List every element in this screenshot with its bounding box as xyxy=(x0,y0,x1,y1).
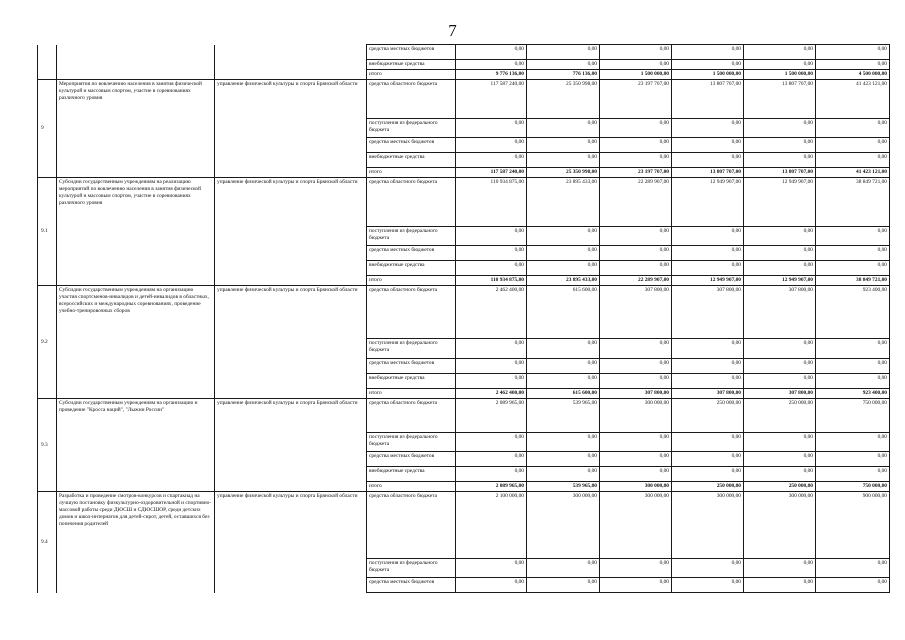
item-description: Разработка и проведение смотров-конкурсов и спартакиад на лучшую постановку физкультурно-оздоровительной и спортивно-массовой работы среди ДЮСШ и СДЮСШОР, среди детских домов и школ-интернатов для детей-сирот, детей, оставшихся без попечения родителей xyxy=(57,492,215,593)
item-number: 9.1 xyxy=(38,178,57,286)
amount-cell: 0,00 xyxy=(744,138,816,153)
amount-cell: 750 000,00 xyxy=(816,482,890,492)
amount-cell: 923 400,00 xyxy=(816,286,890,339)
amount-cell: 300 000,00 xyxy=(600,399,672,433)
amount-cell: 0,00 xyxy=(456,359,527,374)
item-description xyxy=(57,45,215,80)
amount-cell: 0,00 xyxy=(600,227,672,246)
amount-cell: 0,00 xyxy=(816,433,890,452)
amount-cell: 0,00 xyxy=(527,359,600,374)
item-number xyxy=(38,45,57,80)
amount-cell: 0,00 xyxy=(816,227,890,246)
amount-cell: 539 965,00 xyxy=(527,399,600,433)
amount-cell: 0,00 xyxy=(527,433,600,452)
funding-source: поступления из федерального бюджета xyxy=(367,559,456,578)
amount-cell: 0,00 xyxy=(527,339,600,359)
funding-source: средства областного бюджета xyxy=(367,178,456,227)
funding-source: итого xyxy=(367,389,456,399)
budget-table xyxy=(37,44,890,593)
amount-cell: 9 776 136,00 xyxy=(456,70,527,80)
amount-cell: 0,00 xyxy=(527,261,600,276)
amount-cell: 2 462 400,00 xyxy=(456,389,527,399)
amount-cell: 0,00 xyxy=(816,261,890,276)
amount-cell: 0,00 xyxy=(816,153,890,168)
funding-source: итого xyxy=(367,70,456,80)
amount-cell: 0,00 xyxy=(744,227,816,246)
amount-cell: 0,00 xyxy=(816,578,890,593)
amount-cell: 0,00 xyxy=(456,45,527,60)
amount-cell: 0,00 xyxy=(600,359,672,374)
amount-cell: 0,00 xyxy=(744,578,816,593)
item-description: Мероприятия по вовлечению населения в занятия физической культурой и массовым спортом, участие в соревнованиях различного уровня xyxy=(57,80,215,178)
amount-cell: 0,00 xyxy=(816,60,890,70)
item-executor: управление физической культуры и спорта Брянской области xyxy=(215,178,367,286)
amount-cell: 0,00 xyxy=(744,374,816,389)
item-executor: управление физической культуры и спорта Брянской области xyxy=(215,286,367,399)
amount-cell: 0,00 xyxy=(527,60,600,70)
amount-cell: 0,00 xyxy=(816,246,890,261)
amount-cell: 300 000,00 xyxy=(600,482,672,492)
funding-source: средства местных бюджетов xyxy=(367,45,456,60)
amount-cell: 0,00 xyxy=(672,261,744,276)
amount-cell: 0,00 xyxy=(456,119,527,138)
amount-cell: 23 197 707,00 xyxy=(600,168,672,178)
funding-source: итого xyxy=(367,482,456,492)
amount-cell: 0,00 xyxy=(672,374,744,389)
amount-cell: 13 807 707,00 xyxy=(744,80,816,119)
amount-cell: 0,00 xyxy=(527,119,600,138)
amount-cell: 0,00 xyxy=(527,374,600,389)
amount-cell: 0,00 xyxy=(456,559,527,578)
amount-cell: 12 949 907,00 xyxy=(672,178,744,227)
amount-cell: 750 000,00 xyxy=(816,399,890,433)
amount-cell: 0,00 xyxy=(744,119,816,138)
amount-cell: 0,00 xyxy=(744,261,816,276)
funding-source: внебюджетные средства xyxy=(367,60,456,70)
amount-cell: 250 000,00 xyxy=(672,399,744,433)
amount-cell: 0,00 xyxy=(527,227,600,246)
amount-cell: 23 895 433,00 xyxy=(527,178,600,227)
amount-cell: 0,00 xyxy=(527,138,600,153)
amount-cell: 0,00 xyxy=(527,467,600,482)
item-number: 9.4 xyxy=(38,492,57,593)
amount-cell: 307 800,00 xyxy=(744,389,816,399)
amount-cell: 0,00 xyxy=(672,227,744,246)
funding-source: средства областного бюджета xyxy=(367,286,456,339)
amount-cell: 0,00 xyxy=(456,452,527,467)
amount-cell: 923 400,00 xyxy=(816,389,890,399)
amount-cell: 0,00 xyxy=(744,559,816,578)
funding-row xyxy=(38,399,890,433)
amount-cell: 0,00 xyxy=(744,452,816,467)
amount-cell: 307 800,00 xyxy=(600,286,672,339)
amount-cell: 0,00 xyxy=(527,45,600,60)
funding-source: поступления из федерального бюджета xyxy=(367,433,456,452)
amount-cell: 0,00 xyxy=(744,339,816,359)
funding-source: внебюджетные средства xyxy=(367,261,456,276)
funding-source: итого xyxy=(367,276,456,286)
amount-cell: 0,00 xyxy=(816,559,890,578)
funding-row xyxy=(38,178,890,227)
amount-cell: 615 600,00 xyxy=(527,286,600,339)
amount-cell: 13 807 707,00 xyxy=(672,80,744,119)
amount-cell: 12 949 907,00 xyxy=(672,276,744,286)
amount-cell: 2 462 400,00 xyxy=(456,286,527,339)
amount-cell: 0,00 xyxy=(527,153,600,168)
amount-cell: 22 289 907,00 xyxy=(600,178,672,227)
amount-cell: 0,00 xyxy=(672,339,744,359)
amount-cell: 615 600,00 xyxy=(527,389,600,399)
amount-cell: 250 000,00 xyxy=(744,482,816,492)
funding-source: средства местных бюджетов xyxy=(367,138,456,153)
amount-cell: 2 100 000,00 xyxy=(456,492,527,559)
amount-cell: 0,00 xyxy=(672,433,744,452)
funding-source: внебюджетные средства xyxy=(367,467,456,482)
amount-cell: 1 500 000,00 xyxy=(600,70,672,80)
amount-cell: 0,00 xyxy=(672,138,744,153)
funding-source: средства местных бюджетов xyxy=(367,359,456,374)
amount-cell: 307 800,00 xyxy=(672,286,744,339)
item-description: Субсидии государственным учреждениям на реализацию мероприятий по вовлечению населения в занятия физической культурой и массовым спортом, участие в соревнованиях различного уровня xyxy=(57,178,215,286)
funding-row xyxy=(38,286,890,339)
amount-cell: 307 800,00 xyxy=(744,286,816,339)
amount-cell: 117 587 240,00 xyxy=(456,168,527,178)
amount-cell: 0,00 xyxy=(672,452,744,467)
amount-cell: 0,00 xyxy=(672,119,744,138)
amount-cell: 0,00 xyxy=(456,153,527,168)
amount-cell: 0,00 xyxy=(600,153,672,168)
amount-cell: 0,00 xyxy=(744,433,816,452)
amount-cell: 0,00 xyxy=(456,138,527,153)
item-executor: управление физической культуры и спорта Брянской области xyxy=(215,80,367,178)
amount-cell: 307 800,00 xyxy=(600,389,672,399)
funding-source: итого xyxy=(367,168,456,178)
item-description: Субсидии государственным учреждениям на организацию участия спортсменов-инвалидов и детей-инвалидов в областных, всероссийских и международных соревнованиях, проведение учебно-тренировочных сборов xyxy=(57,286,215,399)
amount-cell: 0,00 xyxy=(456,261,527,276)
amount-cell: 41 423 121,00 xyxy=(816,168,890,178)
amount-cell: 0,00 xyxy=(600,60,672,70)
amount-cell: 776 136,00 xyxy=(527,70,600,80)
amount-cell: 250 000,00 xyxy=(744,399,816,433)
amount-cell: 0,00 xyxy=(672,153,744,168)
funding-source: средства областного бюджета xyxy=(367,80,456,119)
item-executor xyxy=(215,45,367,80)
amount-cell: 0,00 xyxy=(456,578,527,593)
amount-cell: 0,00 xyxy=(600,119,672,138)
amount-cell: 0,00 xyxy=(672,578,744,593)
amount-cell: 0,00 xyxy=(672,45,744,60)
amount-cell: 0,00 xyxy=(600,45,672,60)
amount-cell: 0,00 xyxy=(600,578,672,593)
amount-cell: 900 000,00 xyxy=(816,492,890,559)
funding-source: внебюджетные средства xyxy=(367,374,456,389)
amount-cell: 0,00 xyxy=(527,578,600,593)
amount-cell: 539 965,00 xyxy=(527,482,600,492)
funding-source: поступления из федерального бюджета xyxy=(367,119,456,138)
amount-cell: 0,00 xyxy=(456,339,527,359)
funding-row xyxy=(38,492,890,559)
funding-row xyxy=(38,80,890,119)
amount-cell: 38 849 721,00 xyxy=(816,178,890,227)
amount-cell: 0,00 xyxy=(672,246,744,261)
amount-cell: 1 500 000,00 xyxy=(744,70,816,80)
item-number: 9.3 xyxy=(38,399,57,492)
amount-cell: 2 089 965,00 xyxy=(456,482,527,492)
amount-cell: 0,00 xyxy=(744,246,816,261)
amount-cell: 0,00 xyxy=(600,452,672,467)
amount-cell: 117 587 240,00 xyxy=(456,80,527,119)
funding-source: внебюджетные средства xyxy=(367,153,456,168)
amount-cell: 23 197 707,00 xyxy=(600,80,672,119)
amount-cell: 0,00 xyxy=(600,433,672,452)
item-number: 9 xyxy=(38,80,57,178)
item-executor: управление физической культуры и спорта Брянской области xyxy=(215,492,367,593)
amount-cell: 41 423 121,00 xyxy=(816,80,890,119)
amount-cell: 0,00 xyxy=(527,559,600,578)
funding-source: средства местных бюджетов xyxy=(367,246,456,261)
amount-cell: 0,00 xyxy=(816,138,890,153)
amount-cell: 0,00 xyxy=(816,119,890,138)
amount-cell: 0,00 xyxy=(600,261,672,276)
amount-cell: 22 289 907,00 xyxy=(600,276,672,286)
page-number: 7 xyxy=(448,21,457,40)
amount-cell: 250 000,00 xyxy=(672,482,744,492)
amount-cell: 300 000,00 xyxy=(672,492,744,559)
amount-cell: 0,00 xyxy=(744,359,816,374)
amount-cell: 300 000,00 xyxy=(600,492,672,559)
amount-cell: 25 350 998,00 xyxy=(527,80,600,119)
amount-cell: 38 849 721,00 xyxy=(816,276,890,286)
amount-cell: 0,00 xyxy=(672,559,744,578)
amount-cell: 0,00 xyxy=(456,246,527,261)
amount-cell: 0,00 xyxy=(600,246,672,261)
amount-cell: 0,00 xyxy=(744,45,816,60)
amount-cell: 2 089 965,00 xyxy=(456,399,527,433)
amount-cell: 0,00 xyxy=(456,433,527,452)
item-executor: управление физической культуры и спорта Брянской области xyxy=(215,399,367,492)
funding-source: поступления из федерального бюджета xyxy=(367,227,456,246)
amount-cell: 0,00 xyxy=(816,45,890,60)
amount-cell: 300 000,00 xyxy=(744,492,816,559)
funding-source: средства местных бюджетов xyxy=(367,578,456,593)
amount-cell: 0,00 xyxy=(527,452,600,467)
amount-cell: 4 500 000,00 xyxy=(816,70,890,80)
amount-cell: 0,00 xyxy=(744,153,816,168)
item-number: 9.2 xyxy=(38,286,57,399)
amount-cell: 1 500 000,00 xyxy=(672,70,744,80)
amount-cell: 0,00 xyxy=(456,227,527,246)
amount-cell: 110 934 875,00 xyxy=(456,276,527,286)
amount-cell: 0,00 xyxy=(816,452,890,467)
amount-cell: 13 807 707,00 xyxy=(744,168,816,178)
amount-cell: 0,00 xyxy=(816,359,890,374)
amount-cell: 0,00 xyxy=(600,339,672,359)
amount-cell: 0,00 xyxy=(600,559,672,578)
amount-cell: 0,00 xyxy=(672,467,744,482)
amount-cell: 0,00 xyxy=(816,339,890,359)
amount-cell: 0,00 xyxy=(527,246,600,261)
funding-source: средства областного бюджета xyxy=(367,492,456,559)
amount-cell: 0,00 xyxy=(816,467,890,482)
amount-cell: 23 895 433,00 xyxy=(527,276,600,286)
amount-cell: 307 800,00 xyxy=(672,389,744,399)
amount-cell: 0,00 xyxy=(456,374,527,389)
amount-cell: 0,00 xyxy=(600,467,672,482)
item-description: Субсидии государственным учреждениям на организацию и проведение "Кросса наций", "Лыжни России" xyxy=(57,399,215,492)
amount-cell: 0,00 xyxy=(600,138,672,153)
amount-cell: 110 934 875,00 xyxy=(456,178,527,227)
amount-cell: 0,00 xyxy=(672,60,744,70)
amount-cell: 13 807 707,00 xyxy=(672,168,744,178)
funding-source: средства областного бюджета xyxy=(367,399,456,433)
amount-cell: 0,00 xyxy=(816,374,890,389)
amount-cell: 0,00 xyxy=(600,374,672,389)
amount-cell: 0,00 xyxy=(456,467,527,482)
funding-source: поступления из федерального бюджета xyxy=(367,339,456,359)
funding-source: средства местных бюджетов xyxy=(367,452,456,467)
amount-cell: 0,00 xyxy=(744,60,816,70)
amount-cell: 0,00 xyxy=(744,467,816,482)
amount-cell: 300 000,00 xyxy=(527,492,600,559)
amount-cell: 12 949 907,00 xyxy=(744,178,816,227)
funding-row xyxy=(38,45,890,60)
amount-cell: 25 350 998,00 xyxy=(527,168,600,178)
amount-cell: 0,00 xyxy=(456,60,527,70)
amount-cell: 0,00 xyxy=(672,359,744,374)
amount-cell: 12 949 907,00 xyxy=(744,276,816,286)
